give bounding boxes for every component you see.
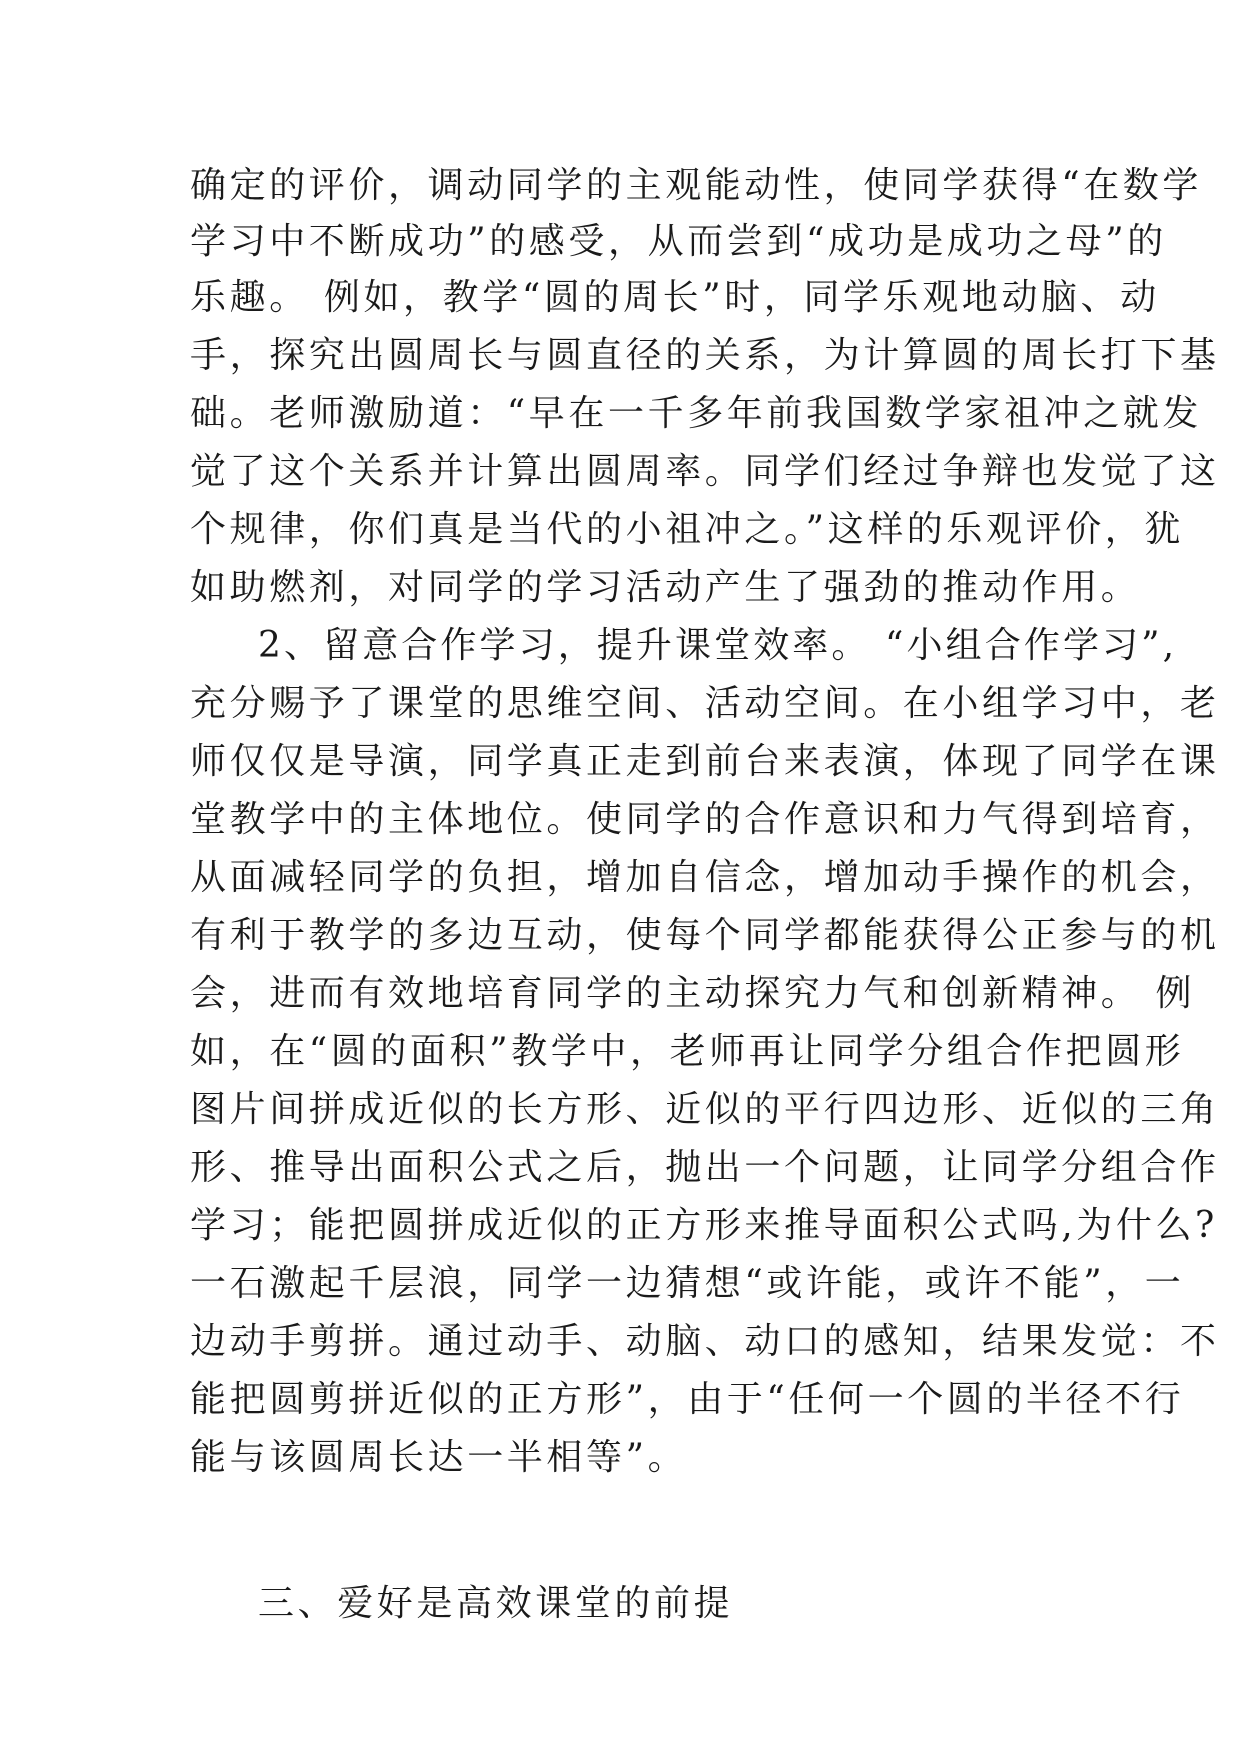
text-line: 能把圆剪拼近似的正方形”，由于“任何一个圆的半径不行 (190, 1379, 1185, 1420)
text-line: 一石激起千层浪，同学一边猜想“或许能，或许不能”，一 (190, 1263, 1185, 1304)
text-line: 形、推导出面积公式之后，抛出一个问题，让同学分组合作 (190, 1147, 1220, 1188)
text-line: 觉了这个关系并计算出圆周率。同学们经过争辩也发觉了这 (190, 451, 1220, 492)
text-line: 师仅仅是导演，同学真正走到前台来表演，体现了同学在课 (190, 741, 1220, 782)
text-line: 能与该圆周长达一半相等”。 (190, 1437, 688, 1478)
text-line: 础。老师激励道：“早在一千多年前我国数学家祖冲之就发 (190, 393, 1203, 434)
text-line: 堂教学中的主体地位。使同学的合作意识和力气得到培育， (190, 799, 1220, 840)
text-line: 会，进而有效地培育同学的主动探究力气和创新精神。 例 (190, 973, 1196, 1014)
text-line: 边动手剪拼。通过动手、动脑、动口的感知，结果发觉：不 (190, 1321, 1220, 1362)
text-line: 手，探究出圆周长与圆直径的关系，为计算圆的周长打下基 (190, 335, 1220, 376)
text-line: 图片间拼成近似的长方形、近似的平行四边形、近似的三角 (190, 1089, 1220, 1130)
text-line: 从面减轻同学的负担，增加自信念，增加动手操作的机会， (190, 857, 1220, 898)
text-line: 学习中不断成功”的感受，从而尝到“成功是成功之母”的 (190, 221, 1167, 262)
text-line: 如助燃剂，对同学的学习活动产生了强劲的推动作用。 (190, 567, 1141, 608)
text-line: 个规律，你们真是当代的小祖冲之。”这样的乐观评价，犹 (190, 509, 1185, 550)
text-line: 如，在“圆的面积”教学中，老师再让同学分组合作把圆形 (190, 1031, 1185, 1072)
text-line: 学习；能把圆拼成近似的正方形来推导面积公式吗,为什么? (190, 1205, 1218, 1246)
text-line: 确定的评价，调动同学的主观能动性，使同学获得“在数学 (190, 165, 1203, 206)
paragraph-start-line: 2、留意合作学习，提升课堂效率。 “小组合作学习”, (258, 625, 1178, 666)
text-line: 充分赐予了课堂的思维空间、活动空间。在小组学习中，老 (190, 683, 1220, 724)
section-heading: 三、爱好是高效课堂的前提 (258, 1583, 734, 1624)
text-line: 乐趣。 例如，教学“圆的周长”时，同学乐观地动脑、动 (190, 277, 1160, 318)
text-line: 有利于教学的多边互动，使每个同学都能获得公正参与的机 (190, 915, 1220, 956)
